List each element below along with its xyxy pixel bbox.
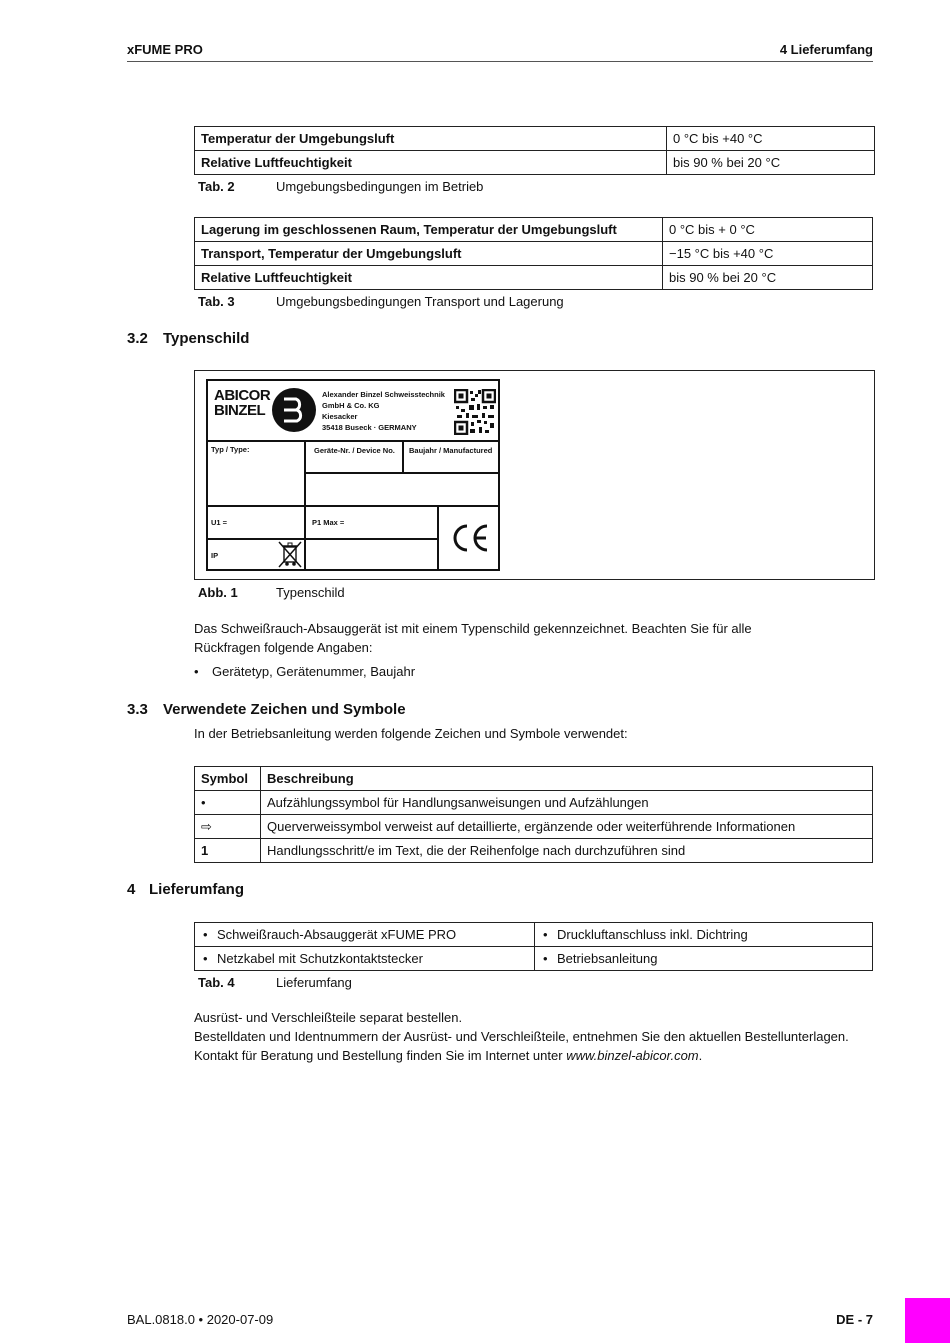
header-product: xFUME PRO (127, 42, 203, 57)
table-cell: Querverweissymbol verweist auf detaillierte, ergänzende oder weiterführende Informationen (261, 815, 873, 839)
plate-divider (208, 505, 498, 507)
section-title: Lieferumfang (149, 881, 245, 898)
list-item: • Betriebsanleitung (535, 947, 873, 971)
list-item-text: Druckluftanschluss inkl. Dichtring (557, 927, 748, 942)
website-link[interactable]: www.binzel-abicor.com (566, 1048, 699, 1063)
table-cell: bis 90 % bei 20 °C (667, 151, 875, 175)
footer-page-number: DE - 7 (836, 1312, 873, 1327)
list-item-text: Betriebsanleitung (557, 951, 658, 966)
column-header: Symbol (195, 767, 261, 791)
binzel-logo-icon (270, 387, 318, 433)
table-row (195, 218, 873, 242)
caption-text: Typenschild (276, 585, 345, 600)
type-plate (206, 379, 500, 571)
plate-divider (402, 440, 404, 472)
table-row (195, 923, 873, 947)
table-row (195, 791, 873, 815)
table-cell: Handlungsschritt/e im Text, die der Reihenfolge nach durchzuführen sind (261, 839, 873, 863)
caption-text: Umgebungsbedingungen im Betrieb (276, 179, 484, 194)
brand-logo-text (214, 388, 270, 418)
section-title: Typenschild (163, 330, 250, 347)
caption-text: Lieferumfang (276, 975, 352, 990)
table-cell: Lagerung im geschlossenen Raum, Temperatur der Umgebungsluft (195, 218, 663, 242)
table-caption (198, 975, 352, 990)
paragraph-end: . (698, 1048, 703, 1063)
caption-number: Tab. 2 (198, 179, 235, 194)
list-item: • Schweißrauch-Absauggerät xFUME PRO (195, 923, 535, 947)
table-cell: −15 °C bis +40 °C (663, 242, 873, 266)
table-row (195, 127, 875, 151)
section-number: 4 (127, 881, 136, 898)
table-ambient-operation (194, 126, 875, 175)
bullet-symbol-icon: • (195, 791, 261, 815)
table-row (195, 242, 873, 266)
list-item: • Gerätetyp, Gerätenummer, Baujahr (194, 664, 416, 679)
type-label: Typ / Type: (211, 445, 250, 454)
list-item: • Netzkabel mit Schutzkontaktstecker (195, 947, 535, 971)
table-row (195, 839, 873, 863)
ip-label: IP (211, 551, 219, 560)
plate-divider (208, 538, 437, 540)
column-header: Beschreibung (261, 767, 873, 791)
symbol-table (194, 766, 873, 863)
device-number-label: Geräte-Nr. / Device No. (314, 446, 395, 455)
list-item-text: Netzkabel mit Schutzkontaktstecker (217, 951, 423, 966)
table-ambient-transport (194, 217, 873, 290)
table-cell: 0 °C bis +40 °C (667, 127, 875, 151)
table-cell: Relative Luftfeuchtigkeit (195, 266, 663, 290)
section-heading (127, 881, 244, 898)
caption-text: Umgebungsbedingungen Transport und Lagerung (276, 294, 564, 309)
step-number-symbol: 1 (195, 839, 261, 863)
table-row (195, 947, 873, 971)
plate-divider (304, 472, 498, 474)
paragraph: Das Schweißrauch-Absauggerät ist mit einem Typenschild gekennzeichnet. Beachten Sie für alle Rückfragen folgende Angaben: (194, 621, 752, 655)
table-cell: 0 °C bis + 0 °C (663, 218, 873, 242)
manufacturer-address: Alexander Binzel Schweisstechnik GmbH & Co. KG Kiesacker 35418 Buseck · GERMANY (322, 390, 445, 432)
table-caption (198, 294, 564, 309)
list-item-text: Schweißrauch-Absauggerät xFUME PRO (217, 927, 457, 942)
section-heading (127, 330, 249, 347)
paragraph-text: Bestelldaten und Identnummern der Ausrüst- und Verschleißteile, entnehmen Sie den aktuellen Bestellunterlagen. Kontakt für Beratung und Bestellung finden Sie im Internet unter (194, 1029, 849, 1063)
table-caption (198, 179, 483, 194)
caption-number: Abb. 1 (198, 585, 238, 600)
table-row (195, 815, 873, 839)
paragraph: In der Betriebsanleitung werden folgende Zeichen und Symbole verwendet: (194, 726, 628, 741)
qr-code-icon (454, 389, 496, 435)
ce-mark-icon (450, 523, 490, 553)
section-heading (127, 701, 406, 718)
table-cell: Aufzählungssymbol für Handlungsanweisungen und Aufzählungen (261, 791, 873, 815)
list-item-text: Gerätetyp, Gerätenummer, Baujahr (212, 664, 416, 679)
paragraph (194, 1027, 876, 1065)
brand-line-2: BINZEL (214, 402, 266, 419)
table-cell: Transport, Temperatur der Umgebungsluft (195, 242, 663, 266)
page-header (127, 40, 873, 62)
section-title: Verwendete Zeichen und Symbole (163, 701, 406, 718)
u1-label: U1 = (211, 518, 228, 527)
header-chapter: 4 Lieferumfang (779, 42, 873, 57)
figure-frame (194, 370, 875, 580)
table-cell: bis 90 % bei 20 °C (663, 266, 873, 290)
section-number: 3.2 (127, 330, 148, 347)
delivery-scope-table (194, 922, 873, 971)
cross-reference-arrow-icon: ⇨ (195, 815, 261, 839)
table-row (195, 266, 873, 290)
brand-line-1: ABICOR (214, 387, 271, 404)
plate-divider (437, 505, 439, 569)
table-cell: Temperatur der Umgebungsluft (195, 127, 667, 151)
manufacture-year-label: Baujahr / Manufactured (409, 446, 493, 455)
table-cell: Relative Luftfeuchtigkeit (195, 151, 667, 175)
plate-divider (208, 440, 498, 442)
footer-document-id: BAL.0818.0 • 2020-07-09 (127, 1312, 274, 1327)
caption-number: Tab. 3 (198, 294, 235, 309)
figure-caption (198, 585, 345, 600)
caption-number: Tab. 4 (198, 975, 235, 990)
list-item: • Druckluftanschluss inkl. Dichtring (535, 923, 873, 947)
chapter-tab-marker (905, 1298, 950, 1343)
p1-label: P1 Max = (312, 518, 345, 527)
table-header-row (195, 767, 873, 791)
paragraph: Ausrüst- und Verschleißteile separat bestellen. (194, 1010, 463, 1025)
weee-bin-icon (278, 540, 302, 568)
section-number: 3.3 (127, 701, 148, 718)
table-row (195, 151, 875, 175)
